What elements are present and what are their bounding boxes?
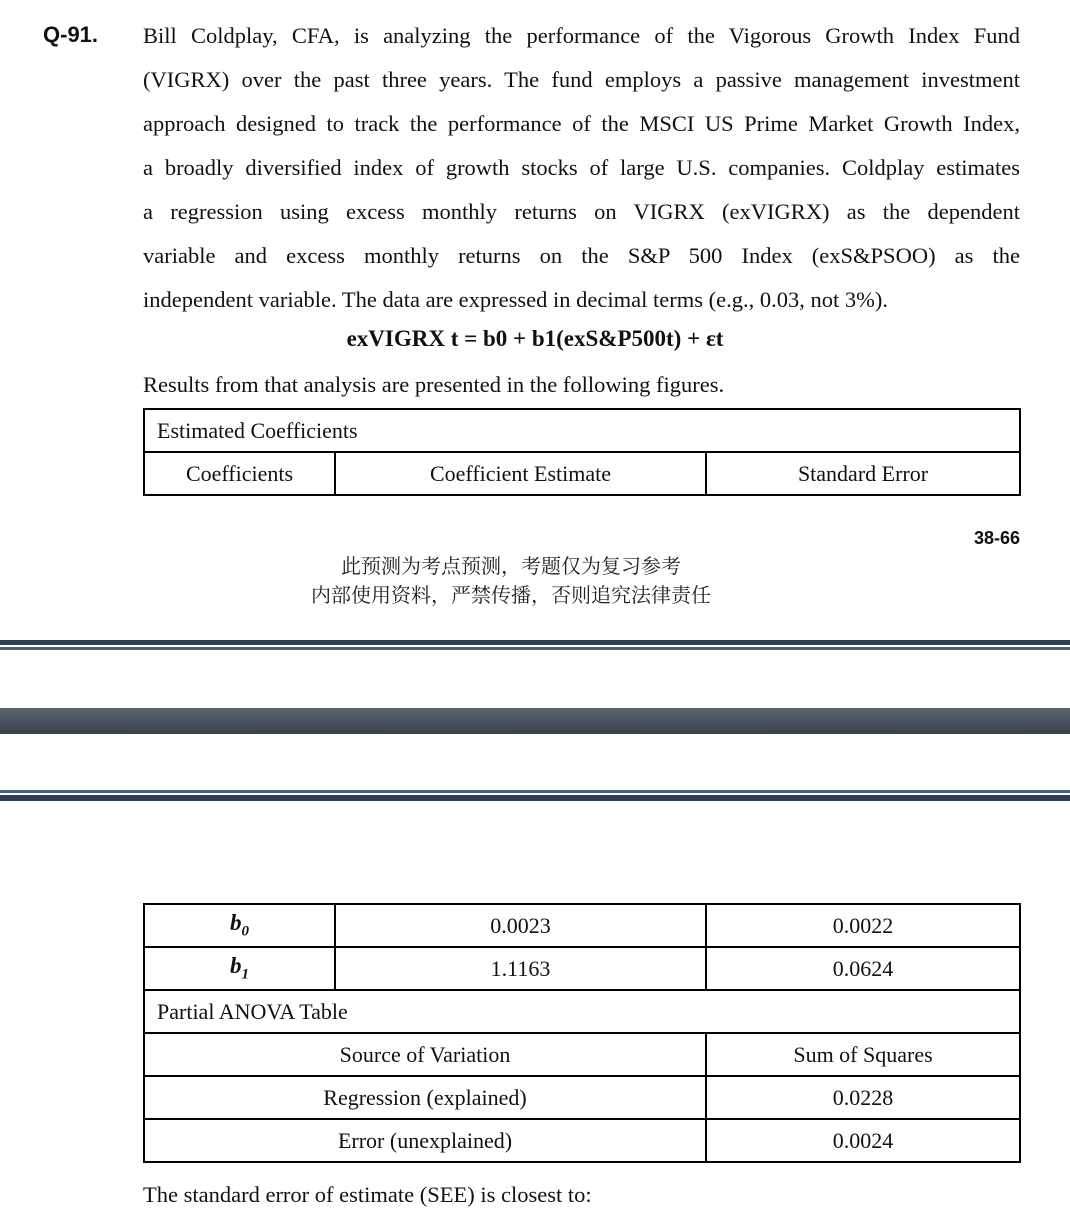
coef-estimate: 0.0023 [335, 904, 706, 947]
anova-sum-of-squares: 0.0228 [706, 1076, 1020, 1119]
results-intro: Results from that analysis are presented in the following figures. [143, 372, 725, 397]
table-row [144, 1076, 1020, 1119]
page-number: 38-66 [973, 528, 1020, 548]
coef-standard-error: 0.0022 [706, 904, 1020, 947]
notice-line: 此预测为考点预测，考题仅为复习参考 [341, 554, 681, 578]
anova-table-title: Partial ANOVA Table [144, 990, 1020, 1033]
page-divider [0, 647, 1070, 650]
coef-estimate: 1.1163 [335, 947, 706, 990]
coef-col-header: Coefficient Estimate [335, 452, 706, 495]
paragraph-line: Bill Coldplay, CFA, is analyzing the performance of the Vigorous Growth Index Fund [143, 23, 1020, 48]
page-divider [0, 790, 1070, 793]
table-row [144, 1119, 1020, 1162]
coef-table-title: Estimated Coefficients [144, 409, 1020, 452]
coef-col-header: Standard Error [706, 452, 1020, 495]
coefficients-table-header [143, 408, 1021, 496]
page-divider [0, 795, 1070, 801]
coef-col-header: Coefficients [144, 452, 335, 495]
regression-equation: exVIGRX t = b0 + b1(exS&P500t) + εt [346, 326, 724, 351]
question-prompt: The standard error of estimate (SEE) is closest to: [143, 1182, 592, 1207]
paragraph-line: variable and excess monthly returns on the S&P 500 Index (exS&PSOO) as the [143, 243, 1020, 268]
paragraph-line: independent variable. The data are expressed in decimal terms (e.g., 0.03, not 3%). [143, 287, 888, 312]
coef-symbol-subscript: 0 [241, 923, 249, 940]
coef-symbol-subscript: 1 [241, 966, 249, 983]
anova-source: Regression (explained) [144, 1076, 706, 1119]
coefficients-and-anova-table [143, 903, 1021, 1163]
coef-symbol-letter: b [230, 910, 242, 936]
anova-col-header: Source of Variation [144, 1033, 706, 1076]
table-row [144, 947, 1020, 990]
coef-symbol [144, 947, 335, 990]
page-divider [0, 708, 1070, 734]
paragraph-line: a broadly diversified index of growth stocks of large U.S. companies. Coldplay estimates [143, 155, 1020, 180]
question-paragraph [143, 14, 1020, 322]
anova-source: Error (unexplained) [144, 1119, 706, 1162]
paragraph-line: (VIGRX) over the past three years. The fund employs a passive management investment [143, 67, 1020, 92]
paragraph-line: approach designed to track the performance of the MSCI US Prime Market Growth Index, [143, 111, 1020, 136]
notice-line: 内部使用资料，严禁传播，否则追究法律责任 [311, 583, 711, 607]
page-divider [0, 640, 1070, 645]
anova-col-header: Sum of Squares [706, 1033, 1020, 1076]
paragraph-line: a regression using excess monthly returns on VIGRX (exVIGRX) as the dependent [143, 199, 1020, 224]
table-row [144, 904, 1020, 947]
coef-symbol-letter: b [230, 953, 242, 979]
coef-symbol [144, 904, 335, 947]
anova-sum-of-squares: 0.0024 [706, 1119, 1020, 1162]
question-number: Q-91. [43, 22, 99, 47]
coef-standard-error: 0.0624 [706, 947, 1020, 990]
